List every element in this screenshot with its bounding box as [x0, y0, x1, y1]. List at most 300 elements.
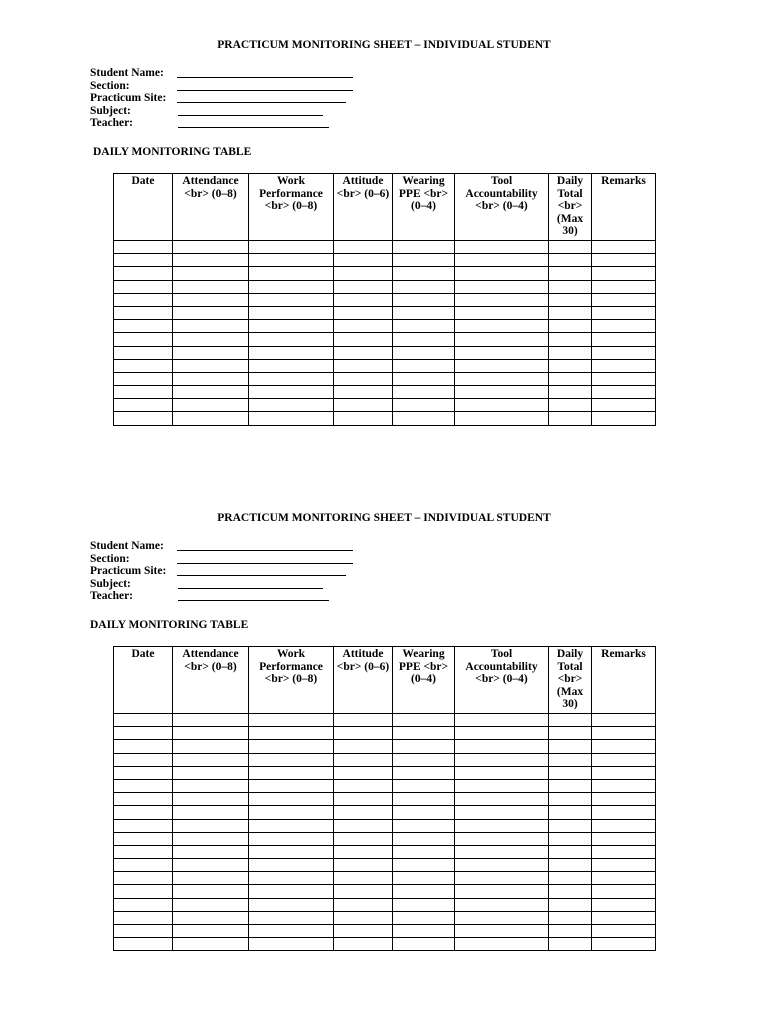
cell-remarks[interactable] — [592, 267, 656, 280]
section-blank-line[interactable] — [177, 563, 353, 564]
cell-work-performance[interactable] — [249, 819, 334, 832]
cell-wearing-ppe[interactable] — [393, 845, 455, 858]
cell-attitude[interactable] — [334, 346, 393, 359]
cell-wearing-ppe[interactable] — [393, 872, 455, 885]
cell-attendance[interactable] — [173, 766, 249, 779]
cell-remarks[interactable] — [592, 254, 656, 267]
cell-wearing-ppe[interactable] — [393, 333, 455, 346]
cell-date[interactable] — [114, 293, 173, 306]
cell-daily-total[interactable] — [549, 241, 592, 254]
cell-attitude[interactable] — [334, 241, 393, 254]
cell-date[interactable] — [114, 399, 173, 412]
cell-daily-total[interactable] — [549, 727, 592, 740]
cell-daily-total[interactable] — [549, 372, 592, 385]
cell-daily-total[interactable] — [549, 306, 592, 319]
cell-tool-accountability[interactable] — [455, 333, 549, 346]
cell-date[interactable] — [114, 320, 173, 333]
cell-remarks[interactable] — [592, 333, 656, 346]
cell-date[interactable] — [114, 753, 173, 766]
cell-remarks[interactable] — [592, 320, 656, 333]
cell-date[interactable] — [114, 845, 173, 858]
cell-work-performance[interactable] — [249, 885, 334, 898]
cell-daily-total[interactable] — [549, 254, 592, 267]
cell-daily-total[interactable] — [549, 898, 592, 911]
cell-tool-accountability[interactable] — [455, 386, 549, 399]
cell-work-performance[interactable] — [249, 740, 334, 753]
cell-tool-accountability[interactable] — [455, 714, 549, 727]
cell-attitude[interactable] — [334, 386, 393, 399]
cell-wearing-ppe[interactable] — [393, 806, 455, 819]
table-row — [114, 372, 656, 385]
cell-attendance[interactable] — [173, 898, 249, 911]
cell-wearing-ppe[interactable] — [393, 938, 455, 951]
cell-tool-accountability[interactable] — [455, 740, 549, 753]
cell-date[interactable] — [114, 938, 173, 951]
cell-work-performance[interactable] — [249, 359, 334, 372]
cell-daily-total[interactable] — [549, 819, 592, 832]
cell-attitude[interactable] — [334, 898, 393, 911]
cell-tool-accountability[interactable] — [455, 819, 549, 832]
cell-tool-accountability[interactable] — [455, 898, 549, 911]
cell-attendance[interactable] — [173, 938, 249, 951]
cell-attendance[interactable] — [173, 740, 249, 753]
cell-remarks[interactable] — [592, 399, 656, 412]
cell-remarks[interactable] — [592, 346, 656, 359]
cell-date[interactable] — [114, 806, 173, 819]
cell-work-performance[interactable] — [249, 280, 334, 293]
cell-date[interactable] — [114, 925, 173, 938]
table-row — [114, 938, 656, 951]
cell-work-performance[interactable] — [249, 779, 334, 792]
cell-daily-total[interactable] — [549, 845, 592, 858]
cell-attitude[interactable] — [334, 793, 393, 806]
cell-tool-accountability[interactable] — [455, 241, 549, 254]
cell-work-performance[interactable] — [249, 333, 334, 346]
column-header-date: Date — [114, 174, 173, 241]
cell-wearing-ppe[interactable] — [393, 911, 455, 924]
cell-wearing-ppe[interactable] — [393, 819, 455, 832]
table-row — [114, 898, 656, 911]
cell-attendance[interactable] — [173, 845, 249, 858]
cell-tool-accountability[interactable] — [455, 779, 549, 792]
cell-work-performance[interactable] — [249, 793, 334, 806]
cell-tool-accountability[interactable] — [455, 359, 549, 372]
table-row — [114, 412, 656, 425]
cell-remarks[interactable] — [592, 766, 656, 779]
subject-label: Subject: — [90, 104, 131, 117]
cell-attitude[interactable] — [334, 412, 393, 425]
cell-work-performance[interactable] — [249, 293, 334, 306]
cell-daily-total[interactable] — [549, 753, 592, 766]
cell-tool-accountability[interactable] — [455, 753, 549, 766]
cell-tool-accountability[interactable] — [455, 254, 549, 267]
cell-attitude[interactable] — [334, 819, 393, 832]
cell-remarks[interactable] — [592, 938, 656, 951]
cell-attendance[interactable] — [173, 714, 249, 727]
cell-remarks[interactable] — [592, 293, 656, 306]
cell-attendance[interactable] — [173, 306, 249, 319]
cell-date[interactable] — [114, 412, 173, 425]
cell-work-performance[interactable] — [249, 859, 334, 872]
cell-tool-accountability[interactable] — [455, 412, 549, 425]
cell-wearing-ppe[interactable] — [393, 399, 455, 412]
cell-wearing-ppe[interactable] — [393, 925, 455, 938]
cell-daily-total[interactable] — [549, 359, 592, 372]
cell-date[interactable] — [114, 241, 173, 254]
cell-attendance[interactable] — [173, 346, 249, 359]
cell-wearing-ppe[interactable] — [393, 359, 455, 372]
cell-remarks[interactable] — [592, 412, 656, 425]
cell-attitude[interactable] — [334, 306, 393, 319]
cell-attendance[interactable] — [173, 819, 249, 832]
cell-work-performance[interactable] — [249, 267, 334, 280]
cell-wearing-ppe[interactable] — [393, 386, 455, 399]
cell-wearing-ppe[interactable] — [393, 793, 455, 806]
cell-daily-total[interactable] — [549, 872, 592, 885]
cell-tool-accountability[interactable] — [455, 872, 549, 885]
cell-attitude[interactable] — [334, 333, 393, 346]
section-blank-line[interactable] — [177, 90, 353, 91]
cell-tool-accountability[interactable] — [455, 925, 549, 938]
cell-attitude[interactable] — [334, 359, 393, 372]
cell-date[interactable] — [114, 254, 173, 267]
cell-daily-total[interactable] — [549, 346, 592, 359]
cell-work-performance[interactable] — [249, 320, 334, 333]
table-row — [114, 280, 656, 293]
cell-tool-accountability[interactable] — [455, 727, 549, 740]
cell-remarks[interactable] — [592, 898, 656, 911]
cell-wearing-ppe[interactable] — [393, 320, 455, 333]
cell-attendance[interactable] — [173, 241, 249, 254]
table-row — [114, 753, 656, 766]
cell-work-performance[interactable] — [249, 727, 334, 740]
cell-attitude[interactable] — [334, 885, 393, 898]
cell-tool-accountability[interactable] — [455, 885, 549, 898]
cell-wearing-ppe[interactable] — [393, 254, 455, 267]
cell-remarks[interactable] — [592, 793, 656, 806]
cell-wearing-ppe[interactable] — [393, 779, 455, 792]
cell-work-performance[interactable] — [249, 766, 334, 779]
cell-attendance[interactable] — [173, 832, 249, 845]
cell-remarks[interactable] — [592, 714, 656, 727]
cell-attitude[interactable] — [334, 859, 393, 872]
cell-wearing-ppe[interactable] — [393, 280, 455, 293]
cell-daily-total[interactable] — [549, 806, 592, 819]
cell-work-performance[interactable] — [249, 806, 334, 819]
cell-attendance[interactable] — [173, 779, 249, 792]
cell-daily-total[interactable] — [549, 832, 592, 845]
student-name-blank-line[interactable] — [177, 77, 353, 78]
cell-daily-total[interactable] — [549, 938, 592, 951]
cell-attitude[interactable] — [334, 766, 393, 779]
cell-work-performance[interactable] — [249, 925, 334, 938]
cell-daily-total[interactable] — [549, 320, 592, 333]
cell-wearing-ppe[interactable] — [393, 241, 455, 254]
cell-work-performance[interactable] — [249, 241, 334, 254]
cell-date[interactable] — [114, 911, 173, 924]
cell-daily-total[interactable] — [549, 267, 592, 280]
column-header-attendance: Attendance <br> (0–8) — [173, 647, 249, 714]
table-row — [114, 346, 656, 359]
cell-wearing-ppe[interactable] — [393, 293, 455, 306]
cell-remarks[interactable] — [592, 306, 656, 319]
cell-remarks[interactable] — [592, 925, 656, 938]
student-name-label: Student Name: — [90, 67, 164, 79]
cell-tool-accountability[interactable] — [455, 372, 549, 385]
cell-tool-accountability[interactable] — [455, 293, 549, 306]
column-header-daily-total: Daily Total <br> (Max 30) — [549, 174, 592, 241]
cell-attitude[interactable] — [334, 740, 393, 753]
column-header-date: Date — [114, 647, 173, 714]
cell-attendance[interactable] — [173, 293, 249, 306]
cell-daily-total[interactable] — [549, 925, 592, 938]
cell-attendance[interactable] — [173, 412, 249, 425]
table-row — [114, 399, 656, 412]
cell-tool-accountability[interactable] — [455, 845, 549, 858]
cell-date[interactable] — [114, 714, 173, 727]
cell-remarks[interactable] — [592, 819, 656, 832]
cell-work-performance[interactable] — [249, 714, 334, 727]
cell-attitude[interactable] — [334, 872, 393, 885]
cell-work-performance[interactable] — [249, 872, 334, 885]
cell-work-performance[interactable] — [249, 254, 334, 267]
cell-attendance[interactable] — [173, 727, 249, 740]
column-header-work-performance: Work Performance <br> (0–8) — [249, 174, 334, 241]
cell-daily-total[interactable] — [549, 714, 592, 727]
cell-attendance[interactable] — [173, 806, 249, 819]
cell-wearing-ppe[interactable] — [393, 740, 455, 753]
cell-wearing-ppe[interactable] — [393, 753, 455, 766]
cell-date[interactable] — [114, 386, 173, 399]
cell-attitude[interactable] — [334, 727, 393, 740]
cell-attitude[interactable] — [334, 779, 393, 792]
cell-remarks[interactable] — [592, 806, 656, 819]
column-header-daily-total: Daily Total <br> (Max 30) — [549, 647, 592, 714]
table-header-row — [114, 647, 656, 714]
cell-tool-accountability[interactable] — [455, 793, 549, 806]
cell-attitude[interactable] — [334, 320, 393, 333]
cell-work-performance[interactable] — [249, 346, 334, 359]
cell-wearing-ppe[interactable] — [393, 859, 455, 872]
cell-tool-accountability[interactable] — [455, 346, 549, 359]
practicum-site-blank-line[interactable] — [177, 575, 346, 576]
teacher-blank-line[interactable] — [178, 600, 329, 601]
cell-tool-accountability[interactable] — [455, 938, 549, 951]
cell-daily-total[interactable] — [549, 793, 592, 806]
cell-attitude[interactable] — [334, 806, 393, 819]
cell-date[interactable] — [114, 885, 173, 898]
cell-wearing-ppe[interactable] — [393, 306, 455, 319]
sheet-title: PRACTICUM MONITORING SHEET – INDIVIDUAL STUDENT — [217, 39, 551, 51]
cell-tool-accountability[interactable] — [455, 280, 549, 293]
daily-monitoring-table — [113, 173, 656, 426]
subject-blank-line[interactable] — [178, 588, 323, 589]
cell-attendance[interactable] — [173, 753, 249, 766]
cell-work-performance[interactable] — [249, 832, 334, 845]
cell-date[interactable] — [114, 779, 173, 792]
cell-date[interactable] — [114, 819, 173, 832]
cell-date[interactable] — [114, 740, 173, 753]
cell-remarks[interactable] — [592, 885, 656, 898]
cell-daily-total[interactable] — [549, 386, 592, 399]
cell-remarks[interactable] — [592, 740, 656, 753]
table-row — [114, 293, 656, 306]
table-row — [114, 727, 656, 740]
cell-remarks[interactable] — [592, 359, 656, 372]
table-row — [114, 241, 656, 254]
cell-attitude[interactable] — [334, 832, 393, 845]
cell-wearing-ppe[interactable] — [393, 372, 455, 385]
cell-daily-total[interactable] — [549, 766, 592, 779]
cell-attendance[interactable] — [173, 254, 249, 267]
cell-daily-total[interactable] — [549, 911, 592, 924]
cell-daily-total[interactable] — [549, 885, 592, 898]
cell-attendance[interactable] — [173, 911, 249, 924]
cell-attendance[interactable] — [173, 859, 249, 872]
table-row — [114, 911, 656, 924]
cell-date[interactable] — [114, 859, 173, 872]
cell-tool-accountability[interactable] — [455, 859, 549, 872]
cell-remarks[interactable] — [592, 241, 656, 254]
cell-attitude[interactable] — [334, 714, 393, 727]
cell-attendance[interactable] — [173, 872, 249, 885]
cell-wearing-ppe[interactable] — [393, 727, 455, 740]
cell-attitude[interactable] — [334, 845, 393, 858]
cell-attitude[interactable] — [334, 753, 393, 766]
cell-attitude[interactable] — [334, 293, 393, 306]
cell-attendance[interactable] — [173, 793, 249, 806]
table-row — [114, 793, 656, 806]
cell-attitude[interactable] — [334, 372, 393, 385]
cell-date[interactable] — [114, 333, 173, 346]
table-row — [114, 254, 656, 267]
cell-attitude[interactable] — [334, 911, 393, 924]
practicum-site-blank-line[interactable] — [177, 102, 346, 103]
cell-date[interactable] — [114, 793, 173, 806]
cell-date[interactable] — [114, 872, 173, 885]
cell-date[interactable] — [114, 346, 173, 359]
cell-wearing-ppe[interactable] — [393, 898, 455, 911]
cell-remarks[interactable] — [592, 859, 656, 872]
cell-attendance[interactable] — [173, 333, 249, 346]
cell-remarks[interactable] — [592, 753, 656, 766]
cell-tool-accountability[interactable] — [455, 306, 549, 319]
cell-date[interactable] — [114, 727, 173, 740]
table-row — [114, 386, 656, 399]
cell-date[interactable] — [114, 766, 173, 779]
table-header-row — [114, 174, 656, 241]
cell-attendance[interactable] — [173, 885, 249, 898]
cell-daily-total[interactable] — [549, 859, 592, 872]
cell-remarks[interactable] — [592, 386, 656, 399]
column-header-attitude: Attitude <br> (0–6) — [334, 647, 393, 714]
cell-remarks[interactable] — [592, 872, 656, 885]
cell-attendance[interactable] — [173, 359, 249, 372]
cell-attitude[interactable] — [334, 267, 393, 280]
cell-date[interactable] — [114, 359, 173, 372]
cell-date[interactable] — [114, 306, 173, 319]
cell-work-performance[interactable] — [249, 412, 334, 425]
cell-tool-accountability[interactable] — [455, 267, 549, 280]
cell-tool-accountability[interactable] — [455, 766, 549, 779]
cell-attendance[interactable] — [173, 320, 249, 333]
cell-daily-total[interactable] — [549, 412, 592, 425]
cell-tool-accountability[interactable] — [455, 806, 549, 819]
cell-remarks[interactable] — [592, 727, 656, 740]
cell-date[interactable] — [114, 832, 173, 845]
cell-work-performance[interactable] — [249, 845, 334, 858]
cell-remarks[interactable] — [592, 845, 656, 858]
table-row — [114, 806, 656, 819]
cell-daily-total[interactable] — [549, 293, 592, 306]
cell-attitude[interactable] — [334, 925, 393, 938]
cell-tool-accountability[interactable] — [455, 911, 549, 924]
cell-wearing-ppe[interactable] — [393, 832, 455, 845]
cell-attendance[interactable] — [173, 280, 249, 293]
cell-attendance[interactable] — [173, 267, 249, 280]
cell-attendance[interactable] — [173, 925, 249, 938]
cell-remarks[interactable] — [592, 832, 656, 845]
cell-attitude[interactable] — [334, 399, 393, 412]
cell-attendance[interactable] — [173, 386, 249, 399]
section-label: Section: — [90, 552, 130, 565]
cell-work-performance[interactable] — [249, 306, 334, 319]
cell-attitude[interactable] — [334, 280, 393, 293]
cell-tool-accountability[interactable] — [455, 399, 549, 412]
cell-wearing-ppe[interactable] — [393, 714, 455, 727]
cell-date[interactable] — [114, 280, 173, 293]
cell-wearing-ppe[interactable] — [393, 267, 455, 280]
cell-daily-total[interactable] — [549, 779, 592, 792]
cell-date[interactable] — [114, 898, 173, 911]
cell-attitude[interactable] — [334, 254, 393, 267]
cell-work-performance[interactable] — [249, 911, 334, 924]
table-row — [114, 819, 656, 832]
cell-remarks[interactable] — [592, 280, 656, 293]
cell-remarks[interactable] — [592, 779, 656, 792]
cell-wearing-ppe[interactable] — [393, 412, 455, 425]
subject-blank-line[interactable] — [178, 115, 323, 116]
cell-daily-total[interactable] — [549, 333, 592, 346]
student-name-blank-line[interactable] — [177, 550, 353, 551]
cell-remarks[interactable] — [592, 911, 656, 924]
cell-work-performance[interactable] — [249, 372, 334, 385]
table-row — [114, 267, 656, 280]
cell-attendance[interactable] — [173, 372, 249, 385]
cell-wearing-ppe[interactable] — [393, 766, 455, 779]
cell-wearing-ppe[interactable] — [393, 885, 455, 898]
teacher-blank-line[interactable] — [178, 127, 329, 128]
cell-work-performance[interactable] — [249, 399, 334, 412]
cell-tool-accountability[interactable] — [455, 832, 549, 845]
cell-work-performance[interactable] — [249, 898, 334, 911]
cell-attitude[interactable] — [334, 938, 393, 951]
cell-work-performance[interactable] — [249, 386, 334, 399]
cell-daily-total[interactable] — [549, 280, 592, 293]
cell-wearing-ppe[interactable] — [393, 346, 455, 359]
cell-attendance[interactable] — [173, 399, 249, 412]
cell-daily-total[interactable] — [549, 740, 592, 753]
student-name-label: Student Name: — [90, 540, 164, 552]
monitoring-sheet-2 — [0, 511, 768, 711]
cell-daily-total[interactable] — [549, 399, 592, 412]
cell-date[interactable] — [114, 267, 173, 280]
cell-work-performance[interactable] — [249, 753, 334, 766]
cell-tool-accountability[interactable] — [455, 320, 549, 333]
cell-remarks[interactable] — [592, 372, 656, 385]
cell-work-performance[interactable] — [249, 938, 334, 951]
cell-date[interactable] — [114, 372, 173, 385]
